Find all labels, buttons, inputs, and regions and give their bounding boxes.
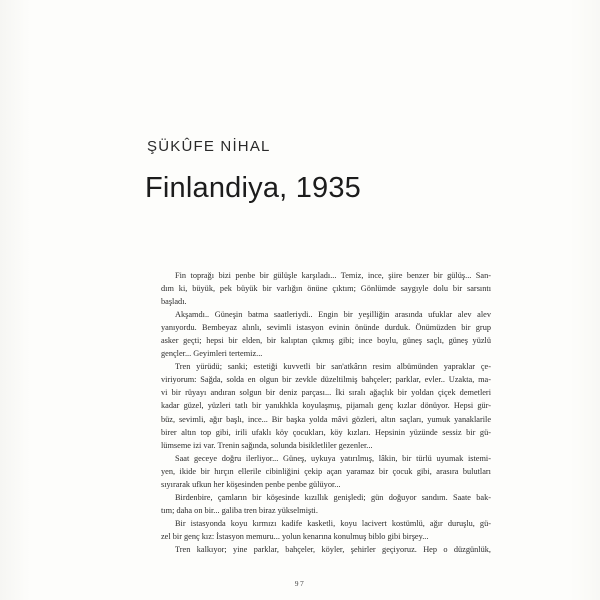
text-line: tım; daha on bir... galiba tren biraz yükselmişti. — [161, 505, 318, 515]
text-line: Tren kalkıyor; yine parklar, bahçeler, köyler, şehirler geçiyoruz. Hep o düzgünlük, — [175, 544, 491, 554]
text-line: asker geçti; hepsi bir elden, bir kalıptan çıkmış gibi; ince boylu, güneş saçlı, güneş yüzlü — [161, 336, 491, 346]
text-line: Tren yürüdü; sanki; estetiği kuvvetli bir san'atkârın resim albümünden yapraklar çe- — [175, 362, 491, 372]
text-line: gençler... Geyimleri tertemiz... — [161, 349, 263, 359]
text-line: birer altın top gibi, irili ufaklı köy çocukları, köy kızları. Hepsinin yüzünde sessiz bir gü- — [161, 427, 491, 437]
page-number: 97 — [294, 579, 306, 588]
text-line: Bir istasyonda koyu kırmızı kadife kasketli, koyu lacivert kostümlü, ağır duruşlu, gü- — [175, 518, 491, 528]
text-line: büz, sevimli, ağır başlı, ince... Bir başka yolda mâvi gözleri, altın saçları, yumuk yanaklarile — [161, 414, 491, 424]
text-line: vi bir rüyayı andıran solgun bir deniz parçası... İki sıralı ağaçlık bir yoldan çiçek demetleri — [161, 388, 491, 398]
text-line: Fin toprağı bizi penbe bir gülüşle karşıladı... Temiz, ince, şiire benzer bir gülüş... San- — [175, 271, 491, 280]
text-line: sıyırarak ufkun her köşesinden penbe penbe gülüyor... — [161, 479, 341, 489]
text-line: yen, ikide bir hırçın ellerile cibinliğini çekip açan yaramaz bir çocuk gibi, arasıra bulutları — [161, 466, 491, 476]
text-line: kadar güzel, yüzleri tatlı bir yanıkhkla koyulaşmış, pijamalı genç kızlar dönüyor. Hepsi gür- — [161, 401, 491, 411]
body-text — [161, 269, 491, 556]
text-line: Saat geceye doğru ilerliyor... Güneş, uykuya yatırılmış, lâkin, bir türlü uyumak istemi- — [175, 453, 491, 463]
text-line: lümseme izi var. Trenin sağında, solunda bisikletliler gezenler... — [161, 440, 373, 450]
author-name: ŞÜKÛFE NİHAL — [147, 138, 271, 155]
text-line: zel bir genç kız: İstasyon memuru... yolun kenarına konulmuş biblo gibi birşey... — [161, 531, 429, 541]
text-line: Akşamdı.. Güneşin batma saatleriydi.. Engin bir yeşilliğin arasında ufuklar alev alev — [175, 310, 491, 320]
text-line: başladı. — [161, 297, 187, 307]
text-line: dım ki, büyük, pek büyük bir varlığın önüne çıktım; Gönlümde saygıyle dolu bir sarsıntı — [161, 284, 491, 294]
text-line: yanıyordu. Bembeyaz alınlı, sevimli istasyon evinin önünde durduk. Önümüzden bir grup — [161, 323, 491, 333]
chapter-title: Finlandiya, 1935 — [145, 172, 362, 204]
text-line: viriyorum: Sağda, solda en olgun bir zevkle düzeltilmiş bahçeler; parklar, evler.. Uzakta, ma- — [161, 375, 491, 385]
text-line: Birdenbire, çamların bir köşesinde kızıllık genişledi; gün doğuyor sandım. Saate bak- — [175, 492, 491, 502]
